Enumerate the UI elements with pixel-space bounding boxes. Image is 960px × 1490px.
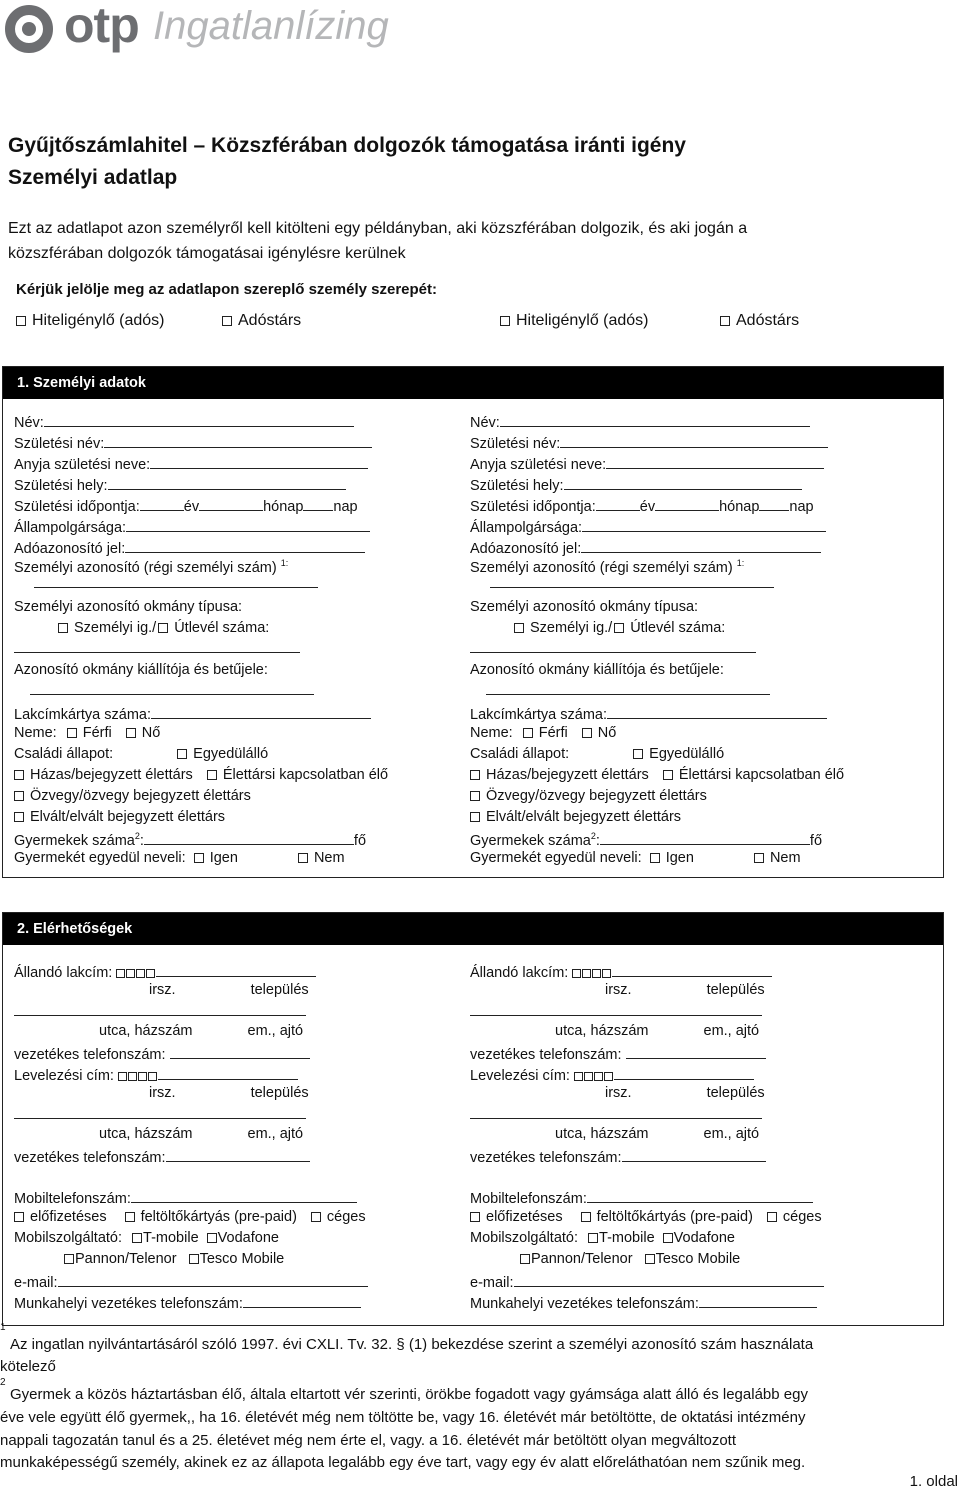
name-field[interactable] [500, 412, 810, 427]
telenor-checkbox[interactable] [64, 1254, 74, 1264]
footnote-ref-1: 1: [280, 558, 289, 568]
mother-name-label: Anyja születési neve: [14, 457, 151, 473]
company-checkbox[interactable] [311, 1212, 321, 1222]
tmobile-label: T-mobile [143, 1230, 199, 1246]
work-phone-field[interactable] [699, 1293, 817, 1308]
zip-label: irsz. [149, 982, 176, 998]
form-row [470, 1209, 822, 1225]
widowed-label: Özvegy/özvegy bejegyzett élettárs [30, 788, 251, 804]
telenor-checkbox[interactable] [520, 1254, 530, 1264]
mother-name-label: Anyja születési neve: [470, 457, 607, 473]
footnote-2-line-4: munkaképességű személy, akinek ez az állapota legalább egy éve tart, vagy egy év alatt előreláthatóan nem szűnik meg. [0, 1454, 806, 1471]
email-field[interactable] [514, 1272, 824, 1287]
partnership-label: Élettársi kapcsolatban élő [678, 767, 845, 783]
name-label: Név: [470, 415, 500, 431]
birth-place-label: Születési hely: [470, 478, 564, 494]
name-label: Név: [14, 415, 44, 431]
citizenship-field[interactable] [126, 517, 370, 532]
permanent-street-field[interactable] [14, 1001, 306, 1016]
married-label: Házas/bejegyzett élettárs [486, 767, 649, 783]
mobile-label: Mobiltelefonszám: [14, 1191, 131, 1207]
otp-logo-icon [4, 4, 54, 54]
male-checkbox[interactable] [67, 728, 77, 738]
birth-name-label: Születési név: [14, 436, 105, 452]
female-label: Nő [141, 725, 161, 741]
checkbox-icon[interactable] [16, 316, 26, 326]
company-label: céges [326, 1209, 366, 1225]
footnote-2-line-3: nappali tagozatán tanul és a 25. életévet még nem érte el, vagy. a 16. életévét már betöltött olyan megváltozott [0, 1432, 737, 1449]
role-checkbox-adostars-2[interactable]: Adóstárs [720, 312, 799, 330]
birth-year-field[interactable] [140, 496, 184, 511]
form-row: Gyermekek száma$^2$: fő [470, 831, 823, 849]
subscription-checkbox[interactable] [470, 1212, 480, 1222]
form-row [14, 538, 365, 557]
form-row [470, 1085, 765, 1101]
birth-name-label: Születési név: [470, 436, 561, 452]
single-label: Egyedülálló [649, 746, 725, 762]
no-label: Nem [769, 850, 801, 866]
birth-day-field[interactable] [759, 496, 789, 511]
day-label: nap [333, 499, 358, 515]
landline-field[interactable] [626, 1044, 766, 1059]
page-number: 1. oldal [909, 1473, 958, 1490]
form-row [470, 599, 698, 615]
role-prompt: Kérjük jelölje meg az adatlapon szereplő személy szerepét: [16, 281, 437, 298]
vodafone-checkbox[interactable] [663, 1233, 673, 1243]
tmobile-label: T-mobile [599, 1230, 655, 1246]
city-label: település [706, 982, 765, 998]
birth-month-field[interactable] [655, 496, 719, 511]
tax-id-label: Adóazonosító jel: [470, 541, 582, 557]
male-label: Férfi [538, 725, 568, 741]
vodafone-label: Vodafone [673, 1230, 735, 1246]
form-row [14, 704, 371, 723]
footnote-2-line-1: Gyermek a közös háztartásban élő, általa eltartott vér szerinti, örökbe fogadott vagy gyámsága alatt álló és legalább egy [10, 1386, 808, 1403]
form-row [14, 433, 372, 452]
single-checkbox[interactable] [177, 749, 187, 759]
mobile-field[interactable] [131, 1188, 357, 1203]
female-label: Nő [597, 725, 617, 741]
year-label: év [639, 499, 656, 515]
married-label: Házas/bejegyzett élettárs [30, 767, 193, 783]
email-field[interactable] [58, 1272, 368, 1287]
permanent-street-field[interactable] [470, 1001, 762, 1016]
address-card-field[interactable] [607, 704, 827, 719]
prepaid-label: feltöltőkártyás (pre-paid) [140, 1209, 297, 1225]
form-row [14, 1251, 284, 1267]
sex-label: Neme: [14, 725, 57, 741]
birth-place-field[interactable] [564, 475, 802, 490]
citizenship-field[interactable] [582, 517, 826, 532]
product-name: Ingatlanlízing [153, 4, 389, 48]
form-row [14, 475, 346, 494]
tesco-label: Tesco Mobile [655, 1251, 741, 1267]
tax-id-field[interactable] [125, 538, 365, 553]
form-row [14, 725, 160, 741]
permanent-address-label: Állandó lakcím: [470, 965, 569, 981]
form-row [470, 704, 827, 723]
mother-name-field[interactable] [150, 454, 368, 469]
form-row [470, 517, 826, 536]
mailing-landline-label: vezetékes telefonszám: [14, 1150, 166, 1166]
single-label: Egyedülálló [193, 746, 269, 762]
day-label: nap [789, 499, 814, 515]
city-label: település [250, 982, 309, 998]
work-phone-label: Munkahelyi vezetékes telefonszám: [14, 1296, 243, 1312]
yes-label: Igen [209, 850, 238, 866]
checkbox-icon[interactable] [500, 316, 510, 326]
mailing-landline-label: vezetékes telefonszám: [470, 1150, 622, 1166]
partnership-checkbox[interactable] [207, 770, 217, 780]
passport-label: Útlevél száma: [630, 620, 726, 636]
no-label: Nem [313, 850, 345, 866]
form-row [14, 809, 225, 825]
form-row [14, 850, 345, 866]
tesco-checkbox[interactable] [645, 1254, 655, 1264]
form-row [470, 558, 744, 576]
mailing-address-label: Levelezési cím: [14, 1068, 114, 1084]
children-count-field[interactable] [144, 830, 354, 845]
form-row [470, 1044, 766, 1063]
widowed-checkbox[interactable] [14, 791, 24, 801]
vodafone-label: Vodafone [217, 1230, 279, 1246]
single-parent-label: Gyermekét egyedül neveli: [14, 850, 186, 866]
personal-id-label: Személyi azonosító (régi személyi szám) [14, 559, 277, 576]
page-title: Gyűjtőszámlahitel – Közszférában dolgozók támogatása iránti igény [8, 134, 686, 157]
id-issuer-label: Azonosító okmány kiállítója és betűjele: [14, 662, 268, 678]
birth-year-field[interactable] [596, 496, 640, 511]
id-card-label: Személyi ig./ [530, 620, 613, 636]
tax-id-field[interactable] [581, 538, 821, 553]
form-row [470, 850, 801, 866]
form-row [470, 982, 765, 998]
birth-month-field[interactable] [199, 496, 263, 511]
intro-line-2: közszférában dolgozók támogatásai igénylésre kerülnek [8, 245, 406, 262]
street-label: utca, házszám [555, 1126, 649, 1142]
birth-name-field[interactable] [104, 433, 372, 448]
id-card-label: Személyi ig./ [74, 620, 157, 636]
form-row [470, 809, 681, 825]
widowed-label: Özvegy/özvegy bejegyzett élettárs [486, 788, 707, 804]
mailing-street-field[interactable] [470, 1104, 762, 1119]
prepaid-label: feltöltőkártyás (pre-paid) [596, 1209, 753, 1225]
month-label: hónap [263, 499, 304, 515]
form-row [470, 746, 724, 762]
blank-field-line[interactable] [470, 652, 756, 653]
mobile-provider-label: Mobilszolgáltató: [14, 1230, 122, 1246]
work-phone-field[interactable] [243, 1293, 361, 1308]
form-row [470, 1126, 759, 1142]
form-row [470, 1188, 813, 1207]
form-row [14, 1001, 306, 1020]
passport-label: Útlevél száma: [174, 620, 270, 636]
form-row [470, 620, 725, 636]
single-parent-label: Gyermekét egyedül neveli: [470, 850, 642, 866]
month-label: hónap [719, 499, 760, 515]
role-checkbox-hiteligenylo-2[interactable]: Hiteligénylő (adós) [500, 312, 649, 330]
form-row [470, 1147, 766, 1166]
form-row [14, 1188, 357, 1207]
floor-door-label: em., ajtó [247, 1023, 304, 1039]
single-parent-yes-checkbox[interactable] [650, 853, 660, 863]
married-checkbox[interactable] [14, 770, 24, 780]
partnership-label: Élettársi kapcsolatban élő [222, 767, 389, 783]
subscription-checkbox[interactable] [14, 1212, 24, 1222]
mailing-zip-field[interactable] [614, 1065, 754, 1080]
birth-date-label: Születési időpontja: [14, 499, 140, 515]
birth-place-label: Születési hely: [14, 478, 108, 494]
form-row [14, 1044, 310, 1063]
blank-field-line[interactable] [490, 587, 774, 588]
form-row [14, 982, 309, 998]
form-row [470, 1251, 740, 1267]
blank-field-line[interactable] [34, 587, 318, 588]
form-row [14, 1085, 309, 1101]
divorced-label: Elvált/elvált bejegyzett élettárs [486, 809, 682, 825]
birth-day-field[interactable] [303, 496, 333, 511]
footnote-ref-2: 2 [134, 831, 140, 842]
single-parent-no-checkbox[interactable] [298, 853, 308, 863]
subscription-label: előfizetéses [486, 1209, 563, 1225]
single-parent-yes-checkbox[interactable] [194, 853, 204, 863]
company-label: céges [782, 1209, 822, 1225]
birth-date-label: Születési időpontja: [470, 499, 596, 515]
prepaid-checkbox[interactable] [125, 1212, 135, 1222]
blank-field-line[interactable] [30, 694, 314, 695]
tax-id-label: Adóazonosító jel: [14, 541, 126, 557]
form-row [470, 725, 616, 741]
form-row: Gyermekek száma$^2$: fő [14, 831, 367, 849]
permanent-zip-field[interactable] [156, 962, 316, 977]
form-row [14, 599, 242, 615]
form-row [14, 1147, 310, 1166]
floor-door-label: em., ajtó [703, 1023, 760, 1039]
tesco-checkbox[interactable] [189, 1254, 199, 1264]
children-count-label: Gyermekek száma [14, 833, 135, 849]
tmobile-checkbox[interactable] [588, 1233, 598, 1243]
zip-label: irsz. [149, 1085, 176, 1101]
form-row [14, 1126, 303, 1142]
female-checkbox[interactable] [582, 728, 592, 738]
form-row [470, 412, 810, 431]
mother-name-field[interactable] [606, 454, 824, 469]
birth-name-field[interactable] [560, 433, 828, 448]
tesco-label: Tesco Mobile [199, 1251, 285, 1267]
marital-status-label: Családi állapot: [470, 746, 570, 762]
mailing-zip-field[interactable] [158, 1065, 298, 1080]
form-row [14, 454, 368, 473]
form-row [14, 767, 388, 783]
form-row [470, 496, 814, 515]
tmobile-checkbox[interactable] [132, 1233, 142, 1243]
partnership-checkbox[interactable] [663, 770, 673, 780]
divorced-label: Elvált/elvált bejegyzett élettárs [30, 809, 226, 825]
sex-label: Neme: [470, 725, 513, 741]
form-row [14, 1065, 298, 1084]
married-checkbox[interactable] [470, 770, 480, 780]
mailing-landline-field[interactable] [166, 1147, 310, 1162]
permanent-zip-field[interactable] [612, 962, 772, 977]
male-checkbox[interactable] [523, 728, 533, 738]
form-row [14, 1272, 368, 1291]
form-row [14, 1230, 279, 1246]
form-row [470, 1230, 735, 1246]
prepaid-checkbox[interactable] [581, 1212, 591, 1222]
mailing-landline-field[interactable] [622, 1147, 766, 1162]
form-row [470, 538, 821, 557]
street-label: utca, házszám [99, 1126, 193, 1142]
children-count-label: Gyermekek száma [470, 833, 591, 849]
zip-label: irsz. [605, 1085, 632, 1101]
form-row [14, 1104, 306, 1123]
widowed-checkbox[interactable] [470, 791, 480, 801]
birth-place-field[interactable] [108, 475, 346, 490]
form-row [470, 1023, 759, 1039]
citizenship-label: Állampolgársága: [14, 520, 127, 536]
form-row [14, 1023, 303, 1039]
male-label: Férfi [82, 725, 112, 741]
mobile-provider-label: Mobilszolgáltató: [470, 1230, 578, 1246]
single-checkbox[interactable] [633, 749, 643, 759]
form-row [470, 1001, 762, 1020]
landline-field[interactable] [170, 1044, 310, 1059]
persons-label: fő [353, 833, 367, 849]
id-card-checkbox[interactable] [58, 623, 68, 633]
mobile-field[interactable] [587, 1188, 813, 1203]
form-row [14, 962, 316, 981]
city-label: település [250, 1085, 309, 1101]
form-row [14, 620, 269, 636]
form-row [470, 1272, 824, 1291]
form-row [14, 662, 268, 678]
street-label: utca, házszám [555, 1023, 649, 1039]
address-card-label: Lakcímkártya száma: [470, 707, 607, 723]
permanent-address-label: Állandó lakcím: [14, 965, 113, 981]
vodafone-checkbox[interactable] [207, 1233, 217, 1243]
floor-door-label: em., ajtó [247, 1126, 304, 1142]
form-row [470, 1293, 817, 1312]
form-row [470, 962, 772, 981]
persons-label: fő [809, 833, 823, 849]
form-row [470, 475, 802, 494]
form-row [470, 788, 707, 804]
footnote-1-line-2: kötelező [0, 1358, 56, 1375]
footnote-marker-2: 2 [0, 1377, 6, 1388]
id-card-checkbox[interactable] [514, 623, 524, 633]
form-row [14, 558, 288, 576]
divorced-checkbox[interactable] [470, 812, 480, 822]
brand-name: otp [64, 0, 139, 53]
section-header: 1. Személyi adatok [3, 367, 943, 399]
footnote-marker-1: 1 [0, 1322, 6, 1333]
work-phone-label: Munkahelyi vezetékes telefonszám: [470, 1296, 699, 1312]
personal-id-label: Személyi azonosító (régi személyi szám) [470, 559, 733, 576]
mobile-label: Mobiltelefonszám: [470, 1191, 587, 1207]
city-label: település [706, 1085, 765, 1101]
role-checkbox-adostars-1[interactable]: Adóstárs [222, 312, 301, 330]
form-row [470, 454, 824, 473]
form-row [470, 1065, 754, 1084]
mailing-street-field[interactable] [14, 1104, 306, 1119]
form-row [470, 767, 844, 783]
form-row [470, 662, 724, 678]
passport-checkbox[interactable] [614, 623, 624, 633]
id-document-type-label: Személyi azonosító okmány típusa: [470, 599, 699, 615]
blank-field-line[interactable] [14, 652, 300, 653]
form-row [14, 1293, 361, 1312]
form-row [14, 788, 251, 804]
female-checkbox[interactable] [126, 728, 136, 738]
company-checkbox[interactable] [767, 1212, 777, 1222]
form-row [14, 746, 268, 762]
children-count-field[interactable] [600, 830, 810, 845]
id-document-type-label: Személyi azonosító okmány típusa: [14, 599, 243, 615]
footnote-ref-1: 1: [736, 558, 745, 568]
role-checkbox-hiteligenylo-1[interactable]: Hiteligénylő (adós) [16, 312, 165, 330]
zip-label: irsz. [605, 982, 632, 998]
form-row [14, 412, 354, 431]
intro-line-1: Ezt az adatlapot azon személyről kell kitölteni egy példányban, aki közszférában dolgozik, és aki jogán a [8, 220, 748, 237]
passport-checkbox[interactable] [158, 623, 168, 633]
name-field[interactable] [44, 412, 354, 427]
landline-label: vezetékes telefonszám: [470, 1047, 622, 1063]
page-subtitle: Személyi adatlap [8, 166, 178, 189]
floor-door-label: em., ajtó [703, 1126, 760, 1142]
subscription-label: előfizetéses [30, 1209, 107, 1225]
address-card-field[interactable] [151, 704, 371, 719]
email-label: e-mail: [14, 1275, 58, 1291]
telenor-label: Pannon/Telenor [531, 1251, 633, 1267]
marital-status-label: Családi állapot: [14, 746, 114, 762]
divorced-checkbox[interactable] [14, 812, 24, 822]
footnote-1-line-1: Az ingatlan nyilvántartásáról szóló 1997. évi CXLI. Tv. 32. § (1) bekezdése szerint a személyi azonosító szám használata [10, 1336, 814, 1353]
citizenship-label: Állampolgársága: [470, 520, 583, 536]
yes-label: Igen [665, 850, 694, 866]
single-parent-no-checkbox[interactable] [754, 853, 764, 863]
form-row [470, 433, 828, 452]
form-row [14, 517, 370, 536]
form-row [14, 1209, 366, 1225]
email-label: e-mail: [470, 1275, 514, 1291]
mailing-address-label: Levelezési cím: [470, 1068, 570, 1084]
year-label: év [183, 499, 200, 515]
footnote-2-line-2: éve vele együtt élő gyermek,, ha 16. életévét még nem töltötte be, vagy 16. életévét már betöltötte, de oktatási intézmény [0, 1409, 806, 1426]
footnote-ref-2: 2 [590, 831, 596, 842]
telenor-label: Pannon/Telenor [75, 1251, 177, 1267]
section-header: 2. Elérhetőségek [3, 913, 943, 945]
id-issuer-label: Azonosító okmány kiállítója és betűjele: [470, 662, 724, 678]
form-row [470, 1104, 762, 1123]
street-label: utca, házszám [99, 1023, 193, 1039]
landline-label: vezetékes telefonszám: [14, 1047, 166, 1063]
blank-field-line[interactable] [486, 694, 770, 695]
checkbox-icon[interactable] [720, 316, 730, 326]
form-row [14, 496, 358, 515]
checkbox-icon[interactable] [222, 316, 232, 326]
address-card-label: Lakcímkártya száma: [14, 707, 151, 723]
